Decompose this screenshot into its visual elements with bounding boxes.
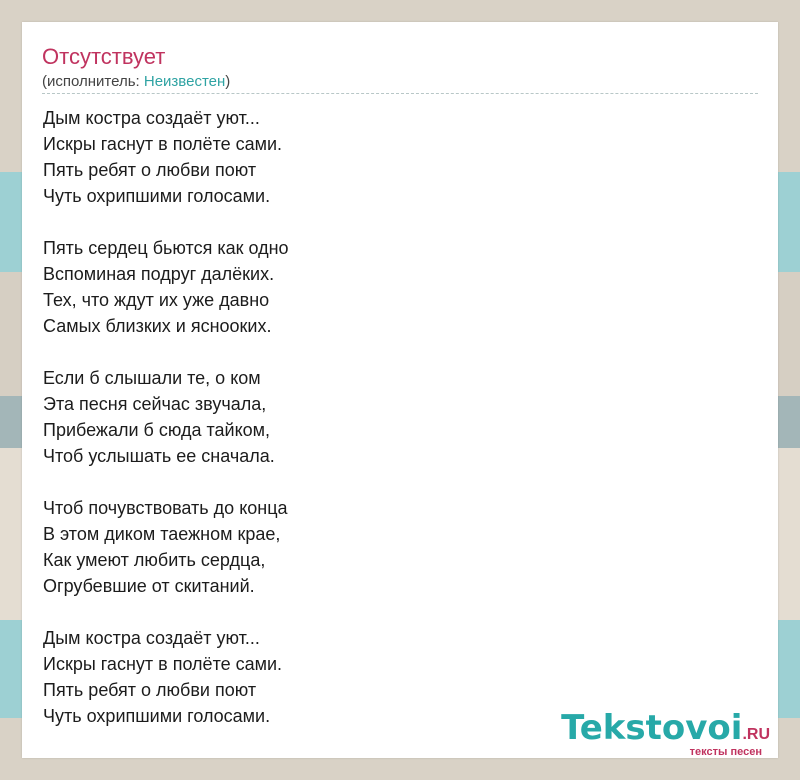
logo-tld: .RU [742, 726, 770, 743]
lyric-line: Чтоб почувствовать до конца [43, 498, 288, 518]
lyric-line: Прибежали б сюда тайком, [43, 420, 271, 440]
stanza [43, 365, 289, 469]
stanza [43, 625, 289, 729]
lyric-line: Искры гаснут в полёте сами. [43, 134, 283, 154]
lyric-line: Дым костра создаёт уют... [43, 108, 260, 128]
song-title: Отсутствует [42, 44, 166, 69]
lyric-line: Вспоминая подруг далёких. [43, 264, 275, 284]
lyric-line: Огрубевшие от скитаний. [43, 576, 255, 596]
site-logo[interactable] [561, 708, 770, 758]
lyric-line: Чуть охрипшими голосами. [43, 186, 271, 206]
logo-tagline: тексты песен [689, 746, 762, 758]
lyrics-card [22, 22, 778, 758]
lyric-line: Пять ребят о любви поют [43, 160, 257, 180]
lyric-line: Пять сердец бьются как одно [43, 238, 289, 258]
lyric-line: Искры гаснут в полёте сами. [43, 654, 283, 674]
lyric-line: Эта песня сейчас звучала, [43, 394, 267, 414]
lyric-line: Чтоб услышать ее сначала. [43, 446, 275, 466]
divider [42, 93, 758, 94]
lyric-line: В этом диком таежном крае, [43, 524, 281, 544]
lyric-line: Тех, что ждут их уже давно [43, 290, 270, 310]
lyric-line: Если б слышали те, о ком [43, 368, 261, 388]
artist-suffix: ) [225, 73, 231, 90]
stanza [43, 105, 289, 209]
artist-link[interactable]: Неизвестен [143, 73, 226, 90]
artist-prefix: (исполнитель: [42, 73, 144, 90]
logo-name: Tekstovoi [561, 708, 743, 748]
stanza [43, 495, 289, 599]
lyric-line: Чуть охрипшими голосами. [43, 706, 271, 726]
lyric-line: Самых близких и яснооких. [43, 316, 272, 336]
lyric-line: Пять ребят о любви поют [43, 680, 257, 700]
lyrics-text [43, 105, 289, 729]
artist-line [42, 73, 230, 91]
lyric-line: Как умеют любить сердца, [43, 550, 266, 570]
stanza [43, 235, 289, 339]
lyric-line: Дым костра создаёт уют... [43, 628, 260, 648]
